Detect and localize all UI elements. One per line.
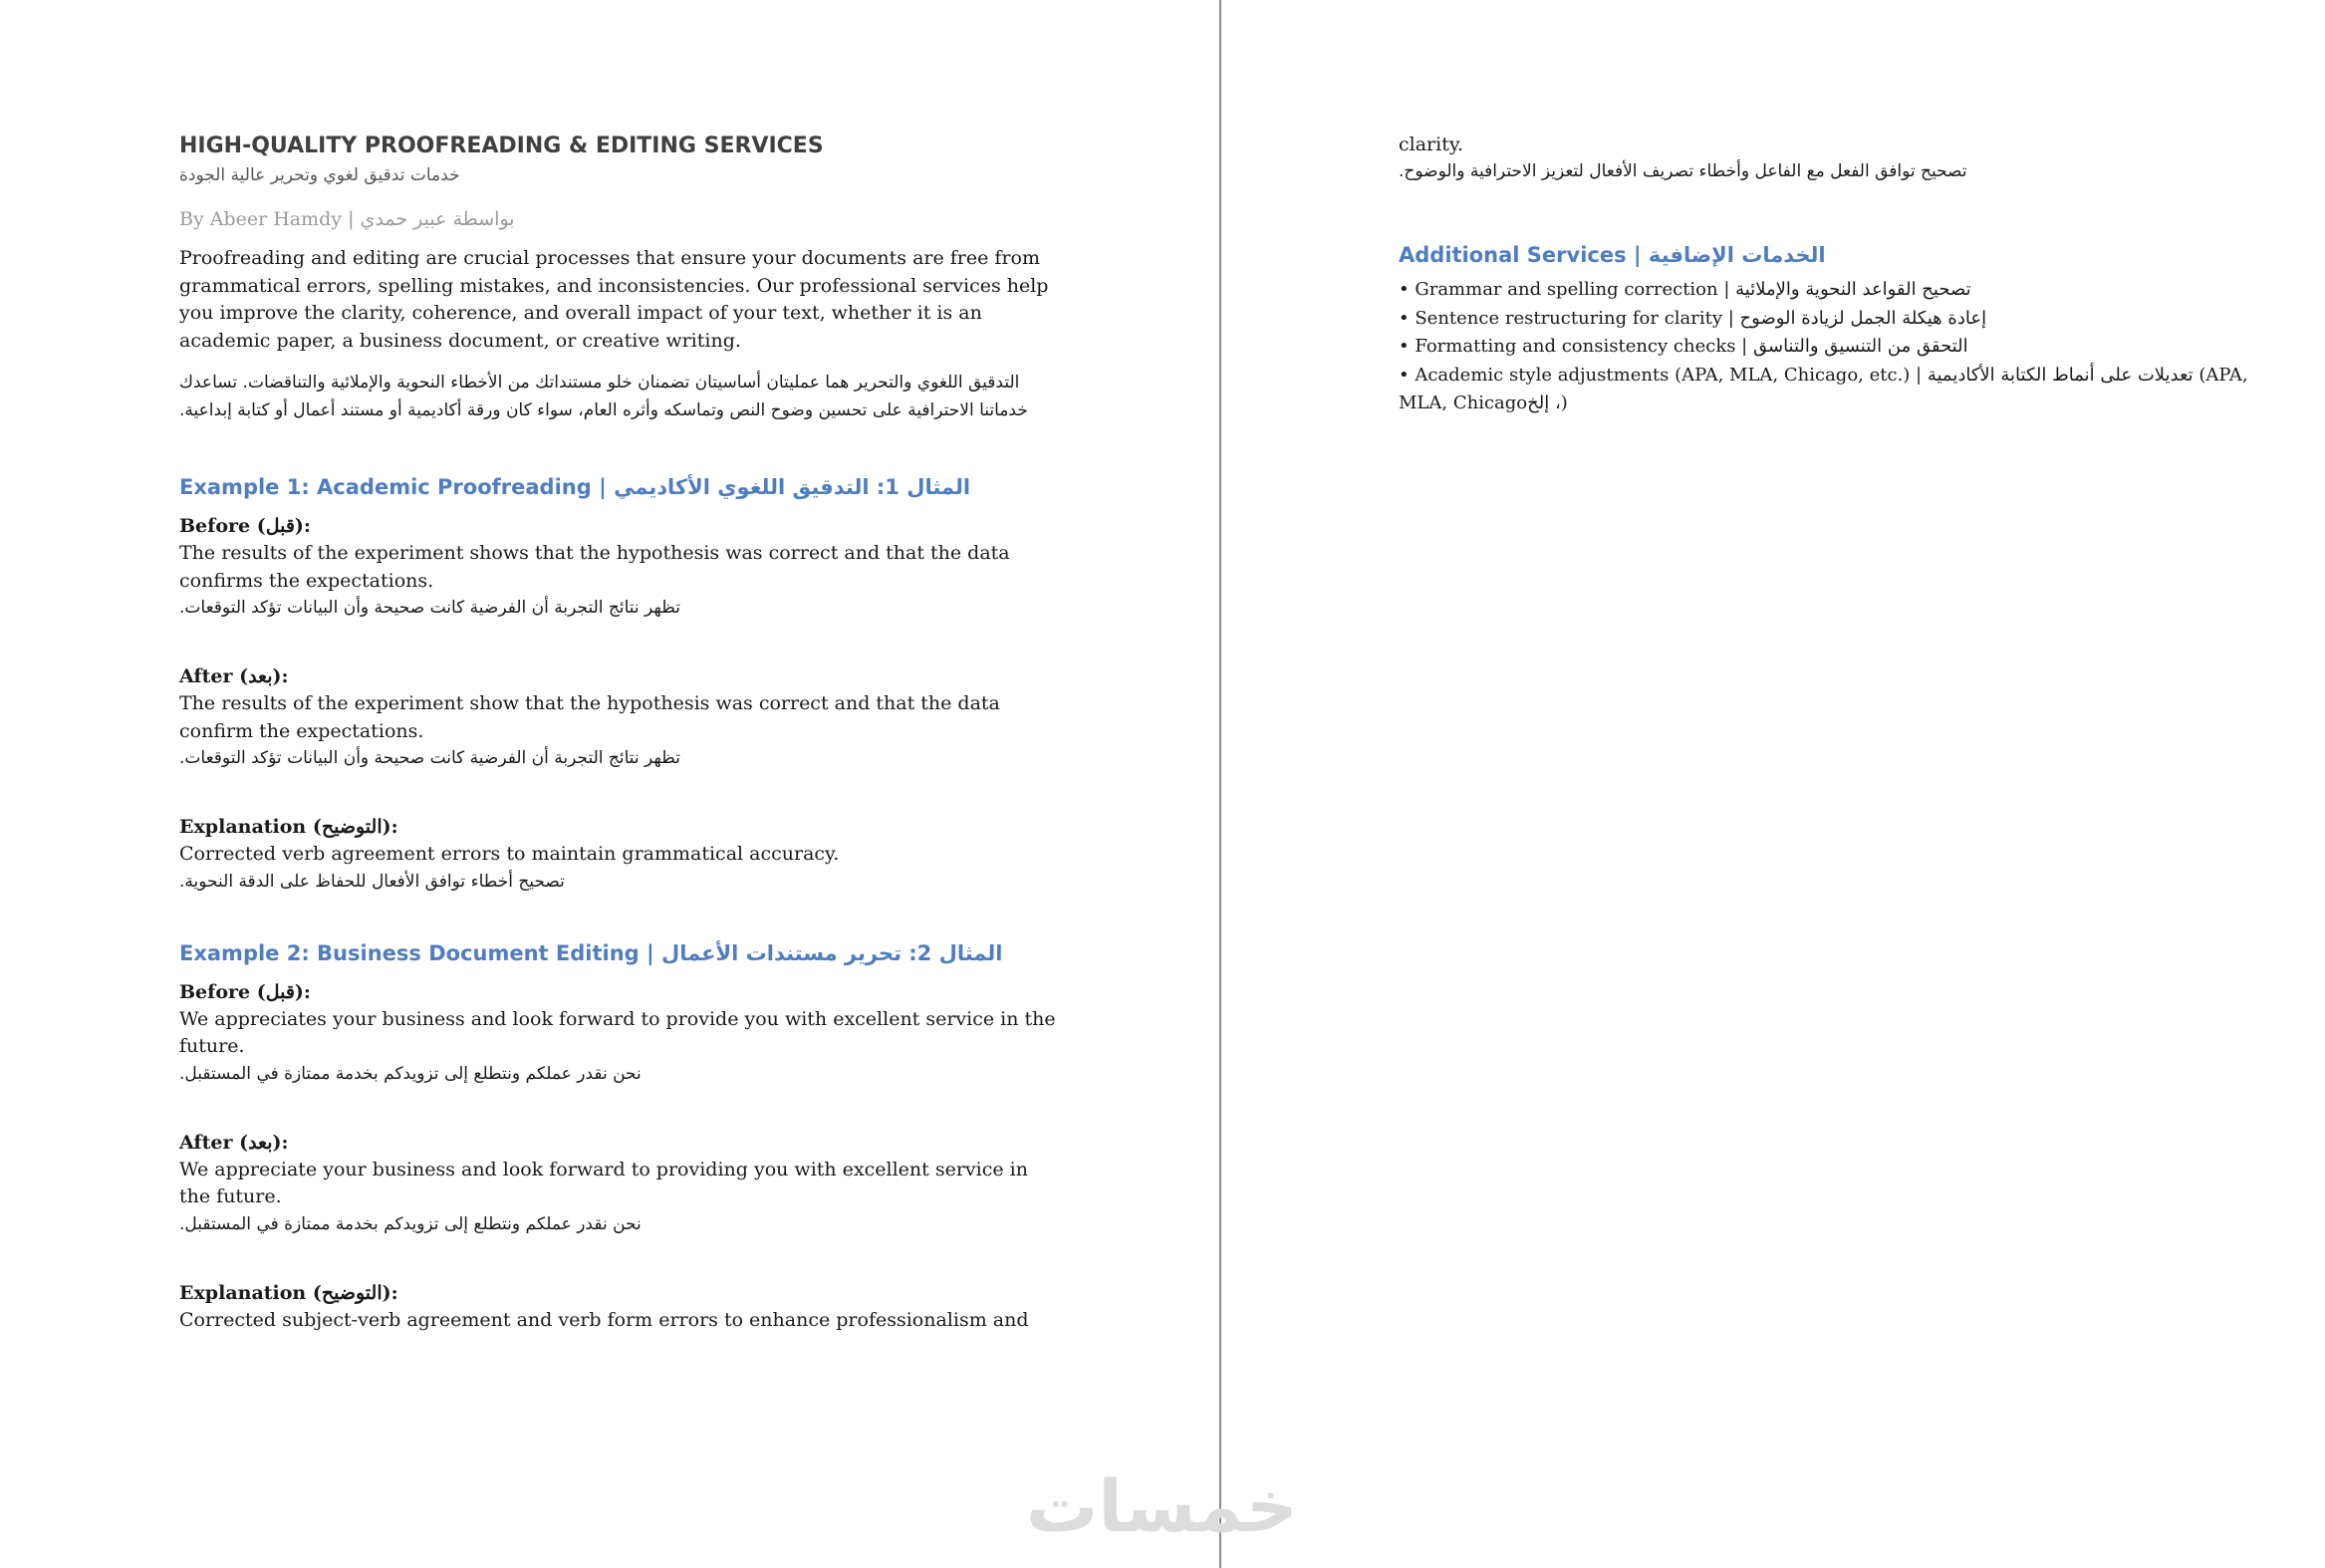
example-1-before-text: The results of the experiment shows that the hypothesis was correct and that the data confirms the expectations. — [179, 542, 1010, 592]
document-title: HIGH-QUALITY PROOFREADING & EDITING SERVICES — [179, 133, 824, 158]
example-2-after-text: We appreciate your business and look forward to providing you with excellent service in the future. — [179, 1158, 1028, 1207]
example-2-after-arabic: نحن نقدر عملكم ونتطلع إلى تزويدكم بخدمة ممتازة في المستقبل. — [179, 1213, 642, 1234]
page-content — [1399, 131, 2275, 418]
example-1-explanation-arabic: تصحيح أخطاء توافق الأفعال للحفاظ على الدقة النحوية. — [179, 871, 565, 892]
example-1-before-arabic: تظهر نتائج التجربة أن الفرضية كانت صحيحة وأن البيانات تؤكد التوقعات. — [179, 598, 680, 618]
example-2-explanation-label: Explanation (التوضيح): — [179, 1281, 398, 1304]
additional-services-list — [1399, 276, 2275, 418]
list-item: • Sentence restructuring for clarity | إعادة هيكلة الجمل لزيادة الوضوح — [1399, 307, 1987, 329]
example-1-before-label: Before (قبل): — [179, 515, 311, 537]
document-page-right — [1221, 0, 2325, 1568]
author-byline: By Abeer Hamdy | بواسطة عبير حمدي — [179, 208, 515, 230]
document-title-arabic: خدمات تدقيق لغوي وتحرير عالية الجودة — [179, 165, 460, 185]
additional-services-heading: Additional Services | الخدمات الإضافية — [1399, 243, 1826, 267]
intro-paragraph-arabic: التدقيق اللغوي والتحرير هما عمليتان أساسيتان تضمنان خلو مستنداتك من الأخطاء النحوية والإملائية والتناقضات. تساعدك خدماتنا الاحترافية على تحسين وضوح النص وتماسكه وأثره العام، سواء كان ورقة أكاديمية أو مستند أعمال أو كتابة إبداعية. — [179, 373, 1028, 420]
example-1-after-arabic: تظهر نتائج التجربة أن الفرضية كانت صحيحة وأن البيانات تؤكد التوقعات. — [179, 748, 680, 768]
explanation-continued-text: clarity. — [1399, 133, 1464, 155]
example-1-after-text: The results of the experiment show that the hypothesis was correct and that the data confirm the expectations. — [179, 692, 1000, 742]
example-1-explanation-text: Corrected verb agreement errors to maintain grammatical accuracy. — [179, 843, 840, 865]
example-2-after-label: After (بعد): — [179, 1131, 289, 1154]
list-item: • Grammar and spelling correction | تصحيح القواعد النحوية والإملائية — [1399, 279, 1971, 300]
example-2-heading: Example 2: Business Document Editing | المثال 2: تحرير مستندات الأعمال — [179, 940, 1003, 965]
example-1-heading: Example 1: Academic Proofreading | المثال 1: التدقيق اللغوي الأكاديمي — [179, 475, 971, 499]
example-1-after-label: After (بعد): — [179, 665, 289, 687]
list-item: • Formatting and consistency checks | التحقق من التنسيق والتناسق — [1399, 336, 1968, 357]
example-2-before-label: Before (قبل): — [179, 980, 311, 1003]
explanation-continued-arabic: تصحيح توافق الفعل مع الفاعل وأخطاء تصريف الأفعال لتعزيز الاحترافية والوضوح. — [1399, 161, 1967, 181]
list-item: • Academic style adjustments (APA, MLA, Chicago, etc.) | تعديلات على أنماط الكتابة الأكاديمية (APA, MLA, Chicagoإلخ ،) — [1399, 364, 2248, 413]
watermark-logo: خمسات — [1026, 1464, 1298, 1548]
example-1-explanation-label: Explanation (التوضيح): — [179, 816, 398, 838]
example-2-explanation-text: Corrected subject-verb agreement and verb form errors to enhance professionalism and — [179, 1308, 1029, 1331]
page-content — [179, 131, 1056, 1334]
example-2-before-text: We appreciates your business and look forward to provide you with excellent service in the future. — [179, 1007, 1056, 1057]
intro-paragraph: Proofreading and editing are crucial processes that ensure your documents are free from grammatical errors, spelling mistakes, and inconsistencies. Our professional services help you improve the clarity, coherence, and overall impact of your text, whether it is an academic paper, a business document, or creative writing. — [179, 247, 1049, 352]
example-2-before-arabic: نحن نقدر عملكم ونتطلع إلى تزويدكم بخدمة ممتازة في المستقبل. — [179, 1063, 642, 1084]
